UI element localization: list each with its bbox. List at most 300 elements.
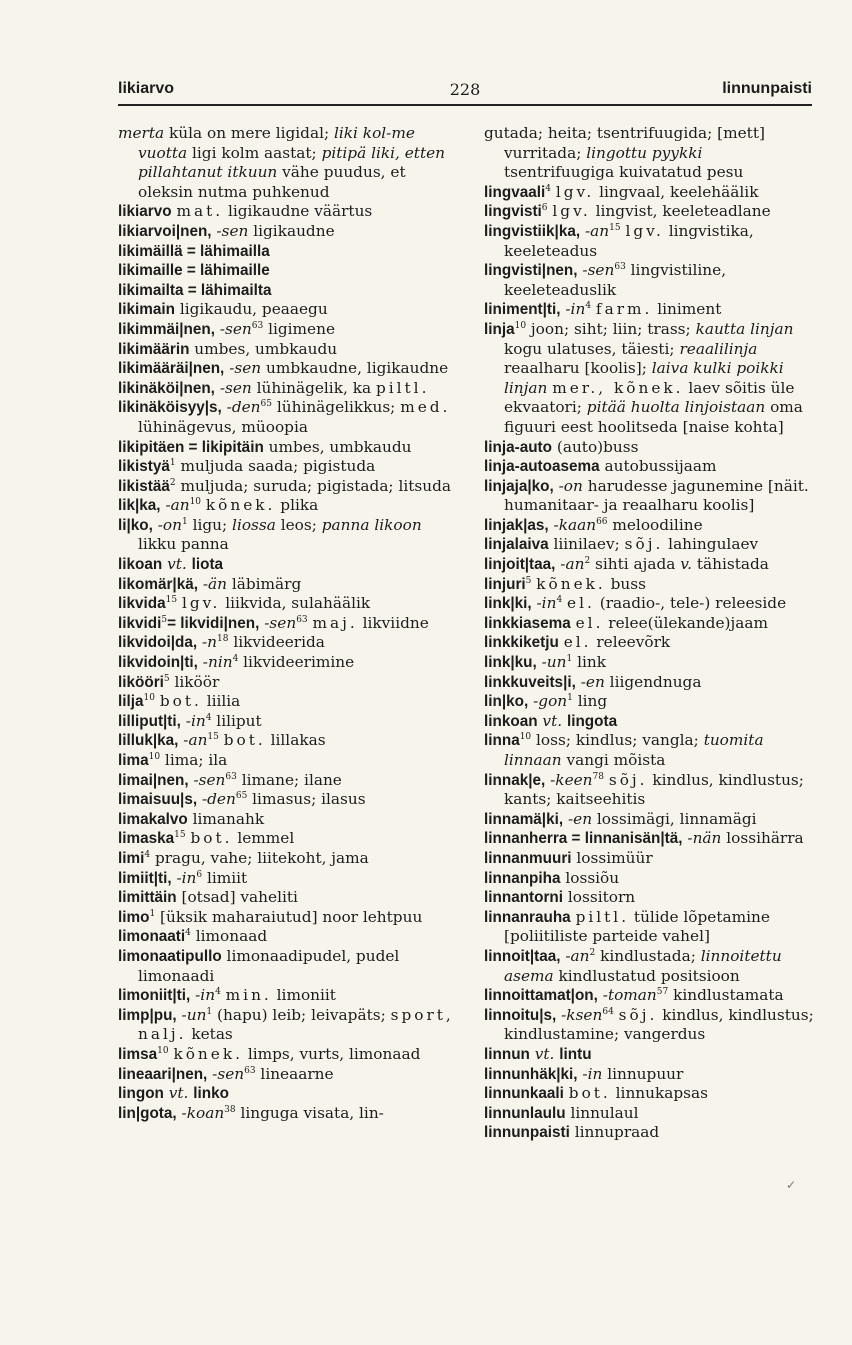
grammar-form: -sen [193, 770, 226, 789]
usage-label: lgv. [555, 182, 595, 201]
headword: linnamä|ki, [484, 810, 564, 828]
dictionary-entry [484, 771, 814, 810]
usage-label: sõj. [618, 1005, 658, 1024]
definition-text: [otsad] vaheliti [176, 888, 298, 907]
example-phrase: linnoitettu asema [504, 946, 782, 985]
dictionary-entry [118, 242, 458, 262]
inflection-number: 2 [169, 477, 176, 488]
usage-label: mat. [176, 202, 224, 221]
headword: linjalaiva [484, 536, 549, 554]
grammar-form: -in [565, 300, 586, 319]
example-phrase: panna likoon [321, 515, 422, 534]
grammar-form: -in [582, 1064, 603, 1083]
headword: likiarvo [118, 203, 172, 221]
headword: limai|nen, [118, 771, 189, 789]
headword: limp|pu, [118, 1006, 177, 1024]
grammar-form: vt. [167, 555, 187, 574]
definition-text: releevõrk [591, 633, 671, 652]
inflection-number: 1 [149, 908, 156, 919]
definition-text: leos; [275, 515, 322, 534]
dictionary-entry [118, 908, 458, 928]
grammar-form: -sen [216, 221, 249, 240]
dictionary-entry [118, 300, 458, 320]
definition-text: link [572, 653, 606, 672]
headword: linnanrauha [484, 908, 571, 926]
inflection-number: 66 [596, 516, 608, 527]
inflection-number: 63 [614, 262, 626, 273]
dictionary-entry [484, 810, 814, 830]
usage-label: el. [567, 594, 595, 613]
usage-label: lgv. [625, 221, 664, 240]
inflection-number: 63 [251, 320, 264, 331]
headword: linnanmuuri [484, 849, 572, 867]
definition-text: pragu, vahe; liitekoht, jama [150, 848, 369, 867]
headword: linnunkaali [484, 1085, 564, 1103]
headword: linnoit|taa, [484, 947, 561, 965]
definition-text: muljuda; suruda; pigistada; litsuda [175, 476, 451, 495]
inflection-number: 10 [519, 732, 532, 743]
example-phrase: pitää huolta linjoistaan [586, 398, 766, 417]
page-number: 228 [449, 80, 481, 99]
dictionary-entry [118, 653, 458, 673]
headword: likomär|kä, [118, 575, 198, 593]
dictionary-entry [118, 888, 458, 908]
definition-text: relee(ülekande)jaam [603, 613, 768, 632]
grammar-form: -sen [219, 378, 252, 397]
dictionary-entry [484, 986, 814, 1006]
definition-text: tsentrifuugiga kuivatatud pesu [504, 163, 744, 182]
dictionary-entry [118, 849, 458, 869]
grammar-form: v. [680, 555, 692, 574]
headword: likimailta = lähimailta [118, 281, 272, 299]
definition-text: limanahk [187, 809, 265, 828]
headword: limi [118, 849, 145, 867]
usage-label: kõnek. [205, 496, 276, 515]
inflection-number: 15 [165, 595, 178, 606]
definition-text: liigendnuga [604, 672, 702, 691]
definition-text: ling [572, 692, 608, 711]
left-column [118, 124, 458, 1123]
dictionary-entry [118, 1104, 458, 1124]
definition-text: autobussijaam [599, 457, 717, 476]
inflection-number: 4 [232, 653, 239, 664]
inflection-number: 4 [215, 987, 221, 998]
headword: likvidoi|da, [118, 634, 198, 652]
headword: linna [484, 732, 520, 750]
dictionary-entry [484, 516, 814, 536]
headword: linnanherra = linnanisän|tä, [484, 830, 683, 848]
headword: linnoitu|s, [484, 1006, 557, 1024]
dictionary-entry [484, 888, 814, 908]
dictionary-entry [118, 281, 458, 301]
definition-text: lemmel [232, 829, 295, 848]
headword: likööri [118, 673, 164, 691]
inflection-number: 38 [224, 1104, 236, 1115]
dictionary-entry [118, 869, 458, 889]
headword: likipitäen = likipitäin [118, 438, 264, 456]
definition-text: lillakas [265, 731, 326, 750]
inflection-number: 6 [541, 203, 548, 214]
dictionary-entry [484, 124, 814, 183]
inflection-number: 15 [609, 222, 621, 233]
definition-text: küla on mere ligidal; [164, 124, 334, 142]
usage-label: mer., kõnek. [552, 378, 684, 397]
definition-text: lossimägi, linnamägi [592, 809, 757, 828]
grammar-form: vt. [534, 1044, 555, 1063]
definition-text: gutada; heita; tsentrifuugida; [mett] vurritada; [484, 124, 765, 162]
grammar-form: -sen [229, 359, 262, 378]
dictionary-entry [118, 340, 458, 360]
dictionary-entry [118, 359, 458, 379]
dictionary-entry [118, 614, 458, 634]
definition-text: liniment [652, 300, 722, 319]
dictionary-entry [118, 398, 458, 437]
dictionary-entry [484, 1084, 814, 1104]
definition-text: tähistada [692, 555, 769, 574]
margin-mark: ✓ [786, 1178, 797, 1192]
definition-text: lingvaal, keelehäälik [594, 182, 759, 201]
definition-text: limonaad [190, 927, 268, 946]
inflection-number: 5 [525, 575, 532, 586]
usage-label: sport, nalj. [138, 1005, 454, 1044]
usage-label: sõj. [624, 535, 664, 554]
inflection-number: 1 [206, 1006, 213, 1017]
definition-text: liilia [201, 692, 241, 711]
definition-text: vangi mõista [561, 751, 666, 769]
inflection-number: 63 [244, 1065, 256, 1076]
headword: linkkiketju [484, 634, 559, 652]
header-last-word: linnunpaisti [722, 80, 812, 97]
headword: limo [118, 908, 150, 926]
dictionary-entry [118, 379, 458, 399]
headword: linnoittamat|on, [484, 987, 598, 1005]
dictionary-entry [118, 124, 458, 202]
grammar-form: -on [558, 476, 583, 495]
definition-text: loss; kindlus; vangla; [531, 731, 704, 750]
grammar-form: -nin [202, 653, 233, 672]
headword: likimäillä = lähimailla [118, 242, 270, 260]
headword: lik|ka, [118, 497, 161, 515]
grammar-form: -sen [212, 1064, 245, 1083]
definition-text: laev sõitis üle ekvaatori; [504, 378, 795, 417]
example-phrase: merta [118, 124, 165, 142]
dictionary-entry [484, 457, 814, 477]
dictionary-entry [484, 829, 814, 849]
usage-label: bot. [568, 1084, 611, 1103]
dictionary-entry [118, 457, 458, 477]
headword: lilluk|ka, [118, 732, 179, 750]
dictionary-entry [118, 947, 458, 986]
grammar-form: -in [176, 868, 197, 887]
dictionary-entry [118, 731, 458, 751]
dictionary-entry [118, 1045, 458, 1065]
definition-text: lühinägevus, müoopia [138, 417, 308, 436]
headword: lingvistiik|ka, [484, 222, 581, 240]
grammar-form: -sen [264, 613, 297, 632]
definition-text: (raadio-, tele-) releeside [594, 594, 787, 613]
dictionary-entry [118, 555, 458, 575]
inflection-number: 64 [602, 1006, 614, 1017]
usage-label: piltl. [375, 378, 430, 397]
headword: limaska [118, 830, 175, 848]
headword: lingon [118, 1085, 164, 1103]
inflection-number: 63 [296, 614, 308, 625]
headword: linja-autoasema [484, 458, 600, 476]
headword: linja [484, 320, 515, 338]
definition-text: ligikaudne [248, 221, 335, 240]
definition-text: liinilaev; [548, 535, 625, 554]
dictionary-entry [118, 1006, 458, 1045]
headword: likvida [118, 595, 166, 613]
definition-text: meloodiline [607, 515, 703, 534]
definition-text: limane; ilane [236, 770, 342, 789]
headword: linkoan [484, 712, 538, 730]
headword: likoan [118, 556, 163, 574]
dictionary-entry [484, 633, 814, 653]
definition-text: umbes, umbkaudu [189, 339, 338, 358]
example-phrase: laiva kulki poikki linjan [504, 359, 784, 397]
definition-text: liikvida, sulahäälik [220, 594, 371, 613]
inflection-number: 4 [545, 183, 551, 194]
inflection-number: 1 [169, 458, 176, 468]
definition-text: kindlus, kindlustus; kindlustamine; vangerdus [504, 1005, 814, 1044]
grammar-form: -sen [582, 261, 615, 280]
dictionary-entry [484, 1123, 814, 1143]
headword: likistää [118, 477, 170, 495]
definition-text: likvideerida [228, 633, 325, 652]
dictionary-entry [484, 673, 814, 693]
headword: linnunpaisti [484, 1124, 570, 1142]
definition-text: limonaadipudel, pudel limonaadi [138, 946, 400, 985]
inflection-number: 10 [514, 320, 527, 331]
dictionary-entry [118, 261, 458, 281]
dictionary-entry [118, 712, 458, 732]
definition-text: lossihärra [721, 829, 804, 848]
inflection-number: 15 [207, 732, 219, 743]
dictionary-entry [484, 575, 814, 595]
headword: lingvisti [484, 203, 542, 221]
grammar-form: vt. [168, 1084, 189, 1103]
definition-text: umbkaudne, ligikaudne [261, 359, 449, 378]
definition-text: ketas [186, 1025, 233, 1044]
dictionary-entry [118, 986, 458, 1006]
dictionary-entry [118, 1065, 458, 1085]
inflection-number: 4 [585, 301, 592, 312]
grammar-form: -keen [550, 770, 593, 789]
right-column [484, 124, 814, 1143]
headword: linnak|e, [484, 771, 546, 789]
page-header [118, 78, 812, 106]
headword: linnanpiha [484, 869, 561, 887]
usage-label: piltl. [575, 907, 630, 926]
grammar-form: -nän [687, 829, 722, 848]
usage-label: bot. [159, 692, 202, 711]
headword: lingvaali [484, 183, 546, 201]
definition-text: linnupraad [569, 1123, 660, 1142]
definition-text: lima; ila [160, 751, 228, 769]
grammar-form: -toman [602, 986, 657, 1005]
dictionary-entry [484, 183, 814, 203]
definition-text: liköör [169, 672, 220, 691]
grammar-form: -än [202, 574, 227, 593]
grammar-form: -en [567, 809, 593, 828]
grammar-form: -on [157, 515, 182, 534]
definition-text: lühinägelik, ka [251, 378, 376, 397]
definition-text: lühinägelikkus; [271, 398, 401, 417]
inflection-number: 15 [174, 830, 186, 841]
inflection-number: 2 [584, 555, 591, 566]
headword: likimaille = lähimaille [118, 262, 270, 280]
dictionary-entry [118, 927, 458, 947]
dictionary-entry [118, 516, 458, 555]
definition-text: limiit [202, 868, 248, 887]
dictionary-entry [118, 320, 458, 340]
definition-text: kogu ulatuses, täiesti; [504, 339, 680, 358]
definition-text: kindlus, kindlustus; kants; kaitseehitis [504, 770, 804, 809]
headword: linjuri [484, 575, 526, 593]
inflection-number: 63 [225, 771, 237, 782]
dictionary-entry [118, 692, 458, 712]
inflection-number: 2 [589, 947, 596, 958]
dictionary-entry [484, 300, 814, 320]
dictionary-entry [484, 438, 814, 458]
grammar-form: -in [195, 986, 216, 1005]
dictionary-entry [118, 673, 458, 693]
headword: likvidi [118, 614, 162, 632]
example-phrase: liossa [232, 515, 276, 534]
dictionary-entry [484, 908, 814, 947]
dictionary-entry [484, 731, 814, 770]
usage-label: el. [575, 613, 604, 632]
headword: linnun [484, 1045, 530, 1063]
definition-text: vähe puudus, et oleksin nutma puhkenud [138, 163, 406, 201]
definition-text: limoniit [271, 986, 336, 1005]
definition-text: lineaarne [255, 1064, 334, 1083]
definition-text: lossimüür [571, 848, 653, 867]
definition-text: lingvistika, keeleteadus [504, 221, 754, 260]
grammar-form: -an [560, 555, 585, 574]
headword: likiarvoi|nen, [118, 222, 212, 240]
inflection-number: 10 [157, 1045, 169, 1056]
headword: link|ku, [484, 654, 537, 672]
headword: linkkuveits|i, [484, 673, 576, 691]
headword: lineaari|nen, [118, 1065, 208, 1083]
dictionary-entry [484, 614, 814, 634]
grammar-form: vt. [542, 711, 563, 730]
headword: liniment|ti, [484, 301, 561, 319]
definition-text: joon; siht; liin; trass; [526, 319, 696, 338]
grammar-form: -n [201, 633, 217, 652]
dictionary-entry [484, 947, 814, 986]
definition-text: limasus; ilasus [247, 790, 366, 809]
usage-label: kõnek. [536, 574, 606, 593]
usage-label: maj. [312, 613, 358, 632]
dictionary-entry [484, 261, 814, 300]
headword: limonaati [118, 928, 186, 946]
headword: lingota [566, 712, 618, 730]
headword: = likvidi|nen, [167, 614, 260, 632]
inflection-number: 10 [143, 693, 155, 704]
dictionary-entry [484, 653, 814, 673]
inflection-number: 4 [185, 928, 191, 939]
definition-text: sihti ajada [590, 555, 681, 574]
definition-text: likku panna [138, 535, 229, 554]
dictionary-entry [484, 692, 814, 712]
inflection-number: 78 [592, 771, 604, 782]
headword: li|ko, [118, 516, 153, 534]
example-phrase: tuomita linnaan [504, 731, 764, 769]
definition-text: (auto)buss [552, 437, 639, 456]
grammar-form: -den [226, 398, 261, 417]
inflection-number: 4 [144, 849, 151, 860]
headword: limakalvo [118, 810, 188, 828]
grammar-form: -an [165, 496, 190, 515]
inflection-number: 18 [217, 634, 229, 645]
inflection-number: 1 [566, 653, 573, 664]
grammar-form: -an [565, 946, 590, 965]
headword: lilja [118, 693, 144, 711]
dictionary-entry [484, 1065, 814, 1085]
dictionary-entry [118, 438, 458, 458]
dictionary-entry [118, 222, 458, 242]
dictionary-entry [484, 477, 814, 516]
grammar-form: -un [181, 1005, 207, 1024]
dictionary-entry [118, 771, 458, 791]
headword: limonaatipullo [118, 947, 222, 965]
usage-label: min. [225, 986, 272, 1005]
definition-text: (hapu) leib; leivapäts; [212, 1005, 391, 1024]
definition-text: oma figuuri eest hoolitseda [naise kohta] [504, 398, 803, 436]
inflection-number: 4 [556, 595, 563, 606]
dictionary-entry [484, 555, 814, 575]
definition-text: likvideerimine [238, 653, 355, 672]
headword: limittäin [118, 889, 177, 907]
dictionary-entry [484, 320, 814, 438]
grammar-form: -koan [181, 1103, 225, 1122]
headword: link|ki, [484, 595, 532, 613]
dictionary-entry [484, 849, 814, 869]
dictionary-entry [118, 477, 458, 497]
headword: likvidoin|ti, [118, 654, 198, 672]
inflection-number: 65 [260, 399, 272, 410]
headword: likimäärin [118, 340, 190, 358]
dictionary-entry [118, 1084, 458, 1104]
headword: limiit|ti, [118, 869, 172, 887]
headword: lilliput|ti, [118, 712, 181, 730]
headword: linjak|as, [484, 516, 549, 534]
inflection-number: 10 [189, 497, 202, 508]
grammar-form: -kaan [553, 515, 597, 534]
headword: likimmäi|nen, [118, 320, 215, 338]
definition-text: [üksik maharaiutud] noor lehtpuu [155, 907, 423, 926]
example-phrase: lingottu pyykki [586, 143, 703, 162]
headword: liota [191, 556, 224, 574]
inflection-number: 57 [656, 987, 669, 998]
dictionary-entry [484, 222, 814, 261]
dictionary-entry [118, 790, 458, 810]
definition-text: ligikaudu, peaaegu [174, 300, 328, 319]
inflection-number: 65 [235, 791, 248, 802]
usage-label: el. [563, 633, 592, 652]
dictionary-entry [118, 810, 458, 830]
headword: limaisuu|s, [118, 791, 198, 809]
usage-label: lgv. [552, 202, 591, 221]
dictionary-entry [484, 712, 814, 732]
headword: linjoit|taa, [484, 556, 556, 574]
example-phrase: kautta linjan [695, 319, 794, 338]
headword: linko [193, 1085, 229, 1103]
definition-text: ligi kolm aastat; [187, 143, 322, 162]
